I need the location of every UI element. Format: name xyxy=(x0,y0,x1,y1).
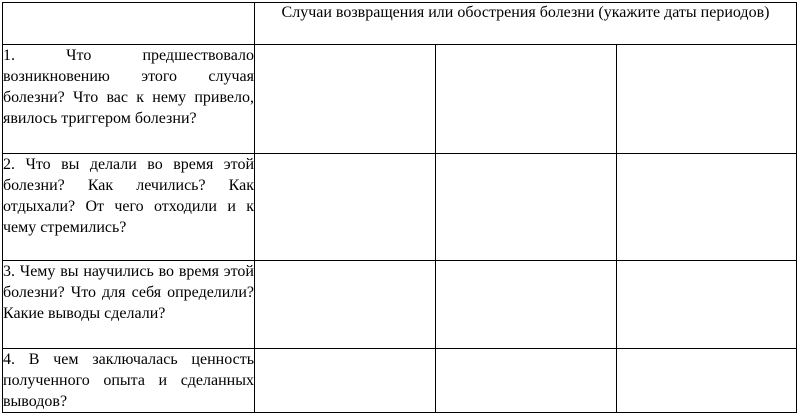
answer-cell[interactable] xyxy=(255,261,436,349)
answer-cell[interactable] xyxy=(617,154,797,261)
answer-cell[interactable] xyxy=(436,154,617,261)
table-row xyxy=(3,261,797,349)
answer-cell[interactable] xyxy=(255,154,436,261)
answer-cell[interactable] xyxy=(436,45,617,154)
question-cell-4: 4. В чем заключалась ценность полученного опыта и сделанных выводов? xyxy=(3,349,255,413)
answer-cell[interactable] xyxy=(617,45,797,154)
question-cell-3: 3. Чему вы научились во время этой болезни? Что для себя определили? Какие выводы сделали? xyxy=(3,261,255,349)
header-row xyxy=(3,3,797,45)
answer-cell[interactable] xyxy=(255,45,436,154)
answer-cell[interactable] xyxy=(617,261,797,349)
table-row xyxy=(3,349,797,413)
answer-cell[interactable] xyxy=(617,349,797,413)
answer-cell[interactable] xyxy=(255,349,436,413)
header-title: Случаи возвращения или обострения болезни (укажите даты периодов) xyxy=(255,3,797,45)
table-row xyxy=(3,154,797,261)
answer-cell[interactable] xyxy=(436,349,617,413)
table-row xyxy=(3,45,797,154)
header-corner-cell xyxy=(3,3,255,45)
questionnaire-table xyxy=(2,2,797,413)
question-cell-2: 2. Что вы делали во время этой болезни? Как лечились? Как отдыхали? От чего отходили и к чему стремились? xyxy=(3,154,255,261)
question-cell-1: 1. Что предшествовало возникновению этого случая болезни? Что вас к нему привело, явилось триггером болезни? xyxy=(3,45,255,154)
questionnaire-table-frame xyxy=(2,2,796,412)
answer-cell[interactable] xyxy=(436,261,617,349)
